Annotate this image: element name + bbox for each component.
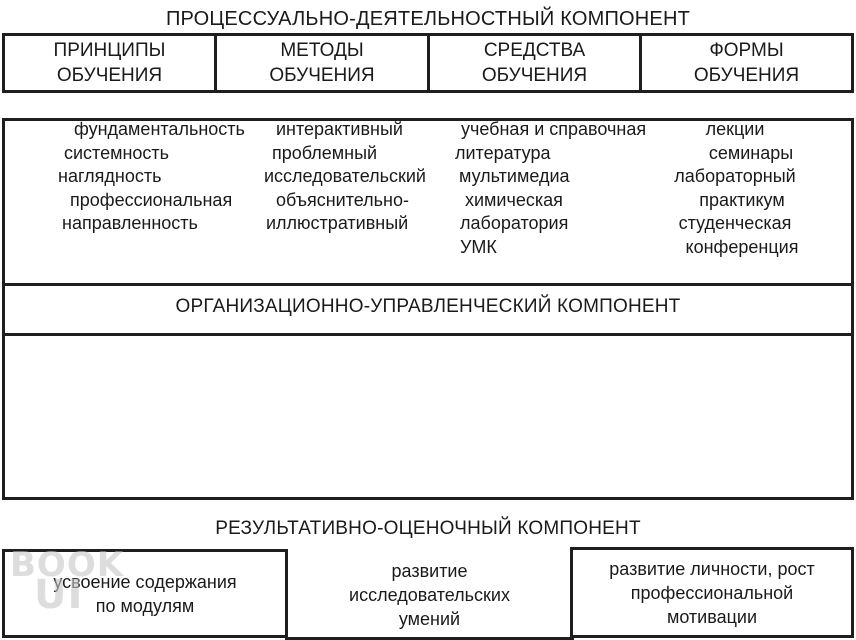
- list-item: конференция: [685, 236, 799, 257]
- list-item: УМК: [460, 236, 497, 257]
- list-item: наглядность: [58, 166, 162, 186]
- outcome-personal-development: развитие личности, рост профессиональной мотивации: [570, 547, 854, 638]
- list-item: профессиональная: [70, 189, 233, 210]
- organizational-content-box: [2, 333, 854, 500]
- forms-list: [655, 118, 815, 259]
- header-means: СРЕДСТВА ОБУЧЕНИЯ: [427, 33, 642, 93]
- list-item: объяснительно-: [276, 189, 409, 210]
- result-component-title: РЕЗУЛЬТАТИВНО-ОЦЕНОЧНЫЙ КОМПОНЕНТ: [215, 518, 641, 539]
- list-item: исследовательский: [264, 166, 426, 186]
- list-item: мультимедиа: [459, 166, 570, 186]
- list-item: интерактивный: [276, 119, 403, 139]
- outcome-content-mastery: усвоение содержания по модулям: [2, 549, 288, 638]
- list-item: направленность: [62, 213, 198, 233]
- header-methods: МЕТОДЫ ОБУЧЕНИЯ: [214, 33, 430, 93]
- organizational-component-title: ОРГАНИЗАЦИОННО-УПРАВЛЕНЧЕСКИЙ КОМПОНЕНТ: [175, 296, 681, 317]
- list-item: лекции: [705, 119, 765, 139]
- list-item: химическая: [465, 189, 563, 210]
- list-item: проблемный: [272, 142, 378, 163]
- methods-list: [264, 118, 426, 236]
- list-item: лабораторный: [674, 166, 796, 186]
- process-component-title: ПРОЦЕССУАЛЬНО-ДЕЯТЕЛЬНОСТНЫЙ КОМПОНЕНТ: [165, 8, 691, 30]
- list-item: студенческая: [678, 213, 792, 233]
- list-item: системность: [64, 142, 170, 163]
- list-item: практикум: [699, 189, 785, 210]
- outcome-research-skills: развитие исследовательских умений: [285, 553, 574, 640]
- list-item: фундаментальность: [74, 119, 245, 139]
- principles-list: [58, 118, 245, 236]
- list-item: лаборатория: [460, 213, 569, 233]
- list-item: иллюстративный: [266, 213, 409, 233]
- header-principles: ПРИНЦИПЫ ОБУЧЕНИЯ: [2, 33, 217, 93]
- means-list: [455, 118, 646, 259]
- watermark-logo: BOOK UI: [10, 545, 125, 618]
- list-item: литература: [455, 142, 551, 163]
- list-item: учебная и справочная: [461, 119, 647, 139]
- list-item: семинары: [708, 142, 794, 163]
- header-forms: ФОРМЫ ОБУЧЕНИЯ: [639, 33, 854, 93]
